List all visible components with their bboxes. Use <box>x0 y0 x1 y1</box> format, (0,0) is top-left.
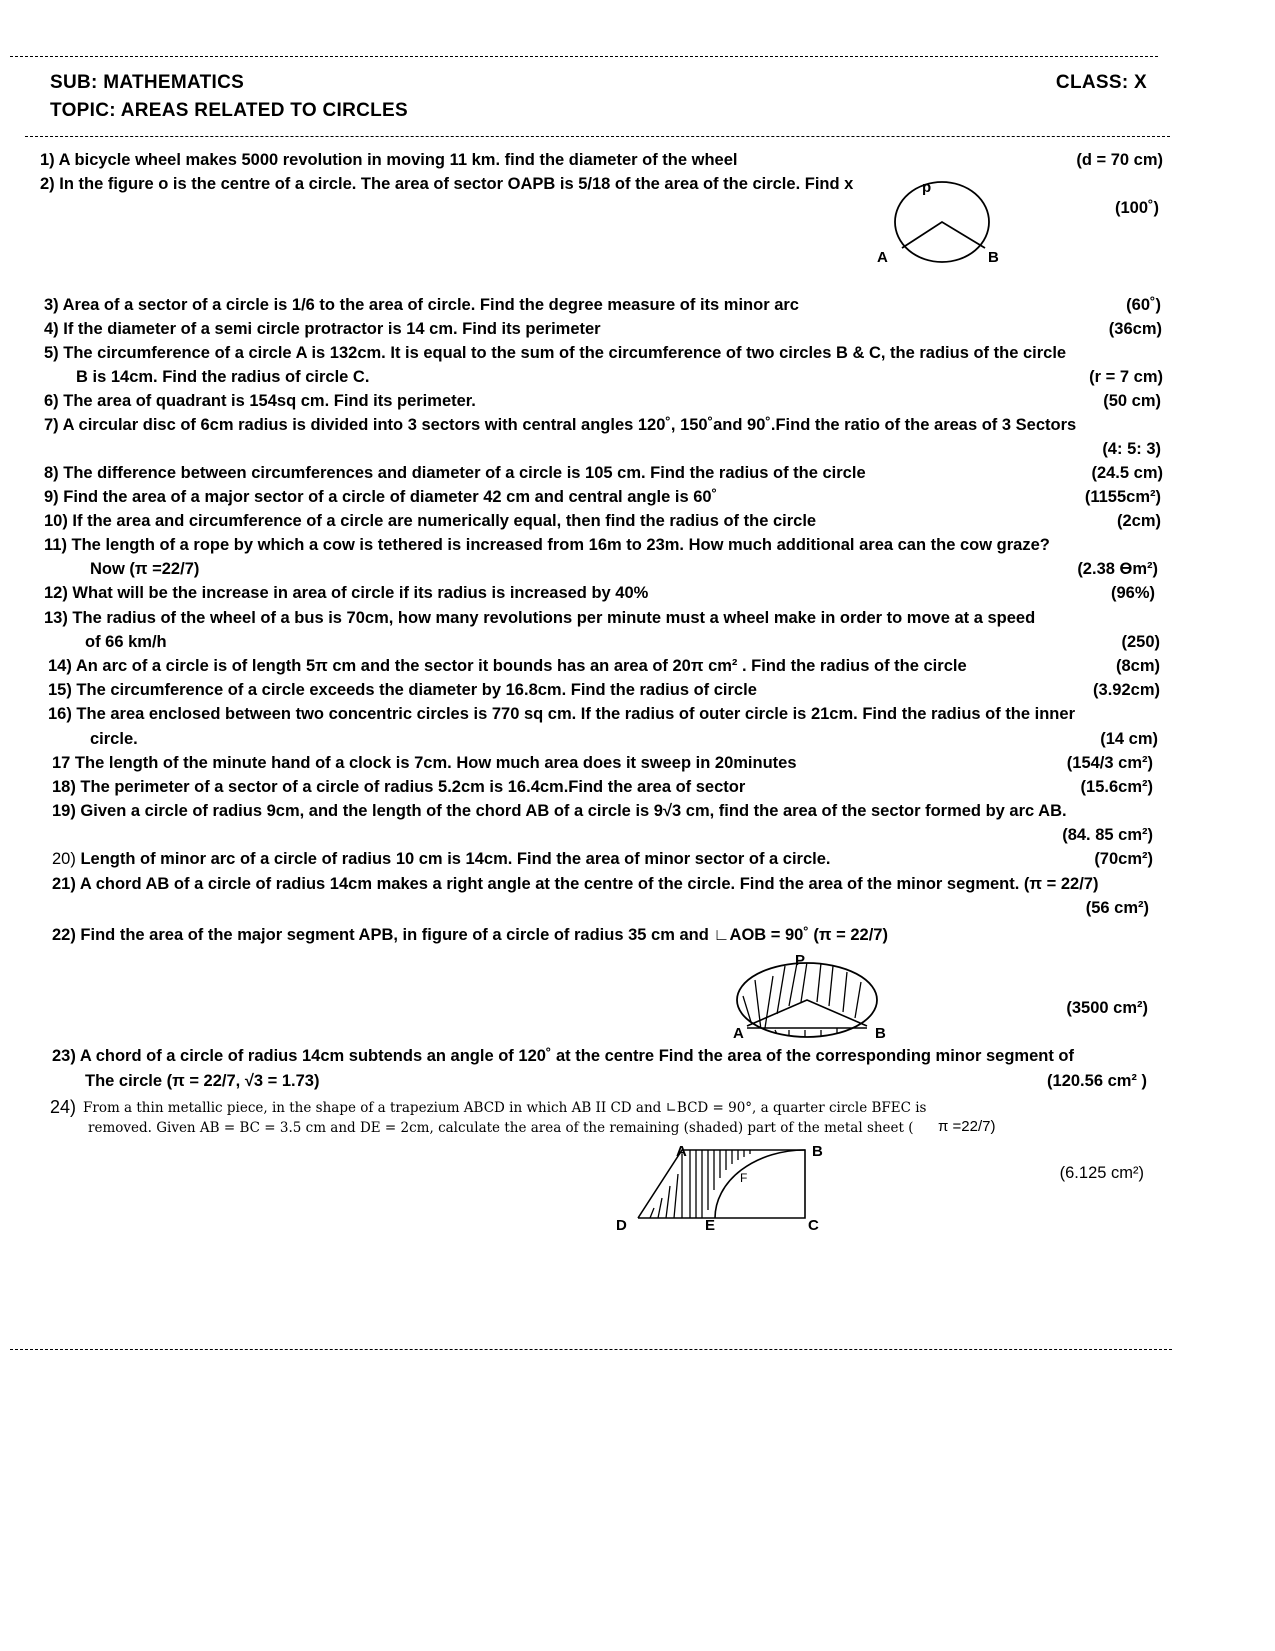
label-p: p <box>922 179 932 196</box>
question-15: 15) The circumference of a circle exceeds the diameter by 16.8cm. Find the radius of circle <box>48 681 757 699</box>
answer-13: (250) <box>1121 633 1160 651</box>
answer-23: (120.56 cm² ) <box>1047 1072 1147 1090</box>
answer-5: (r = 7 cm) <box>1089 368 1163 386</box>
subject-heading: SUB: MATHEMATICS <box>50 72 245 93</box>
answer-22: (3500 cm²) <box>1066 999 1148 1017</box>
question-2: 2) In the figure o is the centre of a circle. The area of sector OAPB is 5/18 of the area of the circle. Find x <box>40 175 854 193</box>
question-24-cont: removed. Given AB = BC = 3.5 cm and DE = 2cm, calculate the area of the remaining (shaded) part of the metal sheet ( <box>88 1120 914 1136</box>
answer-7: (4: 5: 3) <box>1102 440 1161 458</box>
question-19: 19) Given a circle of radius 9cm, and the length of the chord AB of a circle is 9√3 cm, find the area of the sector formed by arc AB. <box>52 802 1067 820</box>
quarter-circle-bfec <box>715 1150 805 1218</box>
trapezium-outline <box>638 1150 805 1218</box>
question-24: From a thin metallic piece, in the shape of a trapezium ABCD in which AB II CD and ∟BCD = 90°, a quarter circle BFEC is <box>83 1100 927 1116</box>
answer-15: (3.92cm) <box>1093 681 1160 699</box>
label-e: E <box>705 1217 716 1234</box>
answer-17: (154/3 cm²) <box>1066 754 1153 772</box>
question-11-cont: Now (π =22/7) <box>90 560 200 578</box>
label-p: P <box>795 952 806 969</box>
question-1: 1) A bicycle wheel makes 5000 revolution in moving 11 km. find the diameter of the wheel <box>40 151 738 169</box>
label-c: C <box>808 1217 819 1234</box>
question-20-text: Length of minor arc of a circle of radius 10 cm is 14cm. Find the area of minor sector of a circle. <box>80 850 831 868</box>
top-dashed-rule <box>10 56 1158 57</box>
answer-14: (8cm) <box>1115 657 1160 675</box>
figure-major-segment-apb <box>725 948 905 1048</box>
sector-radii <box>747 1000 867 1026</box>
answer-6: (50 cm) <box>1103 392 1161 410</box>
answer-19: (84. 85 cm²) <box>1062 826 1153 844</box>
label-b: B <box>988 249 999 266</box>
question-11: 11) The length of a rope by which a cow is tethered is increased from 16m to 23m. How much additional area can the cow graze? <box>44 536 1050 554</box>
question-3: 3) Area of a sector of a circle is 1/6 to the area of circle. Find the degree measure of its minor arc <box>44 296 799 314</box>
label-f: F <box>740 1171 748 1185</box>
answer-8: (24.5 cm) <box>1091 464 1163 482</box>
question-7: 7) A circular disc of 6cm radius is divided into 3 sectors with central angles 120˚, 150˚and 90˚.Find the ratio of the areas of 3 Sectors <box>44 416 1077 434</box>
question-6: 6) The area of quadrant is 154sq cm. Find its perimeter. <box>44 392 476 410</box>
answer-11: (2.38 ϴm²) <box>1077 560 1158 578</box>
figure-sector-oapb <box>870 172 1010 282</box>
question-20-number: 20) <box>52 850 81 868</box>
answer-16: (14 cm) <box>1100 730 1158 748</box>
question-23-cont: The circle (π = 22/7, √3 = 1.73) <box>85 1072 320 1090</box>
sector-radii <box>902 222 985 248</box>
answer-20: (70cm²) <box>1094 850 1153 868</box>
label-b: B <box>812 1143 823 1160</box>
question-16: 16) The area enclosed between two concentric circles is 770 sq cm. If the radius of outer circle is 21cm. Find the radius of the inner <box>48 705 1075 723</box>
answer-24: (6.125 cm²) <box>1059 1164 1144 1182</box>
figure-trapezium-quarter-circle <box>610 1140 850 1240</box>
label-b: B <box>875 1025 886 1042</box>
question-16-cont: circle. <box>90 730 138 748</box>
question-21: 21) A chord AB of a circle of radius 14cm makes a right angle at the centre of the circle. Find the area of the minor segment. (π = 22/7) <box>52 875 1099 893</box>
answer-12: (96%) <box>1110 584 1155 602</box>
question-5: 5) The circumference of a circle A is 132cm. It is equal to the sum of the circumference of two circles B & C, the radius of the circle <box>44 344 1067 362</box>
answer-18: (15.6cm²) <box>1080 778 1153 796</box>
question-8: 8) The difference between circumferences and diameter of a circle is 105 cm. Find the radius of the circle <box>44 464 866 482</box>
question-22: 22) Find the area of the major segment APB, in figure of a circle of radius 35 cm and ∟AOB = 90˚ (π = 22/7) <box>52 926 888 944</box>
label-a: A <box>733 1025 744 1042</box>
answer-21: (56 cm²) <box>1085 899 1149 917</box>
question-17: 17 The length of the minute hand of a clock is 7cm. How much area does it sweep in 20minutes <box>52 754 797 772</box>
question-14: 14) An arc of a circle is of length 5π cm and the sector it bounds has an area of 20π cm² . Find the radius of the circle <box>48 657 967 675</box>
question-4: 4) If the diameter of a semi circle protractor is 14 cm. Find its perimeter <box>44 320 601 338</box>
question-20 <box>52 849 831 869</box>
question-13: 13) The radius of the wheel of a bus is 70cm, how many revolutions per minute must a wheel make in order to move at a speed <box>44 609 1036 627</box>
answer-3: (60˚) <box>1126 296 1161 314</box>
answer-4: (36cm) <box>1108 320 1162 338</box>
answer-10: (2cm) <box>1116 512 1161 530</box>
answer-1: (d = 70 cm) <box>1076 151 1163 169</box>
question-13-cont: of 66 km/h <box>85 633 167 651</box>
class-heading: CLASS: X <box>1055 72 1147 93</box>
topic-heading: TOPIC: AREAS RELATED TO CIRCLES <box>50 100 409 121</box>
question-10: 10) If the area and circumference of a circle are numerically equal, then find the radius of the circle <box>44 512 817 530</box>
question-18: 18) The perimeter of a sector of a circle of radius 5.2cm is 16.4cm.Find the area of sector <box>52 778 746 796</box>
label-a: A <box>877 249 888 266</box>
question-12: 12) What will be the increase in area of circle if its radius is increased by 40% <box>44 584 649 602</box>
question-9: 9) Find the area of a major sector of a circle of diameter 42 cm and central angle is 60˚ <box>44 488 718 506</box>
question-5-cont: B is 14cm. Find the radius of circle C. <box>76 368 370 386</box>
label-d: D <box>616 1217 627 1234</box>
label-a: A <box>676 1143 687 1160</box>
header-dashed-rule <box>25 136 1170 137</box>
question-24-pi: π =22/7) <box>938 1118 996 1135</box>
answer-9: (1155cm²) <box>1084 488 1161 506</box>
bottom-dashed-rule <box>10 1349 1172 1350</box>
question-24-number: 24) <box>50 1097 77 1117</box>
answer-2: (100˚) <box>1114 199 1159 217</box>
question-23: 23) A chord of a circle of radius 14cm subtends an angle of 120˚ at the centre Find the area of the corresponding minor segment of <box>52 1047 1074 1065</box>
